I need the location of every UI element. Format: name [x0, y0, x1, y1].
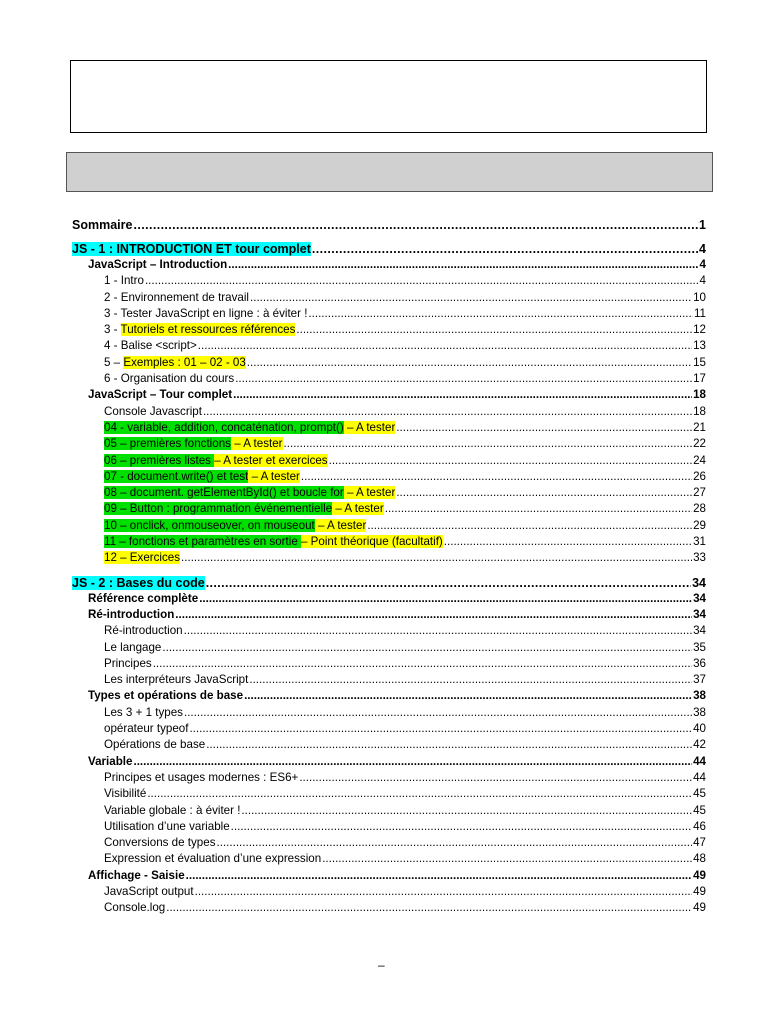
highlighted-text: – A tester et exercices: [214, 453, 328, 467]
toc-entry-tour-4[interactable]: [72, 454, 706, 470]
toc-page-number: 11: [693, 306, 706, 320]
toc-page-number: 48: [693, 852, 706, 866]
toc-entry-title: Ré-introduction: [104, 624, 183, 638]
highlighted-text: – A tester: [248, 469, 300, 483]
toc-page-number: 49: [693, 868, 706, 882]
toc-entry-title: Principes: [104, 656, 152, 670]
toc-entry-js2[interactable]: [72, 576, 706, 592]
dot-leader: [244, 689, 692, 702]
toc-entry-title: Principes et usages modernes : ES6+: [104, 770, 299, 784]
dot-leader: [162, 641, 692, 654]
footer-mark: –: [378, 958, 385, 972]
toc-entry-title: [104, 454, 328, 467]
toc-page-number: 29: [693, 518, 706, 532]
toc-entry-title: [104, 486, 395, 499]
toc-entry-reintro-3[interactable]: [72, 657, 706, 673]
toc-entry-js1[interactable]: [72, 242, 706, 258]
toc-entry-tour-3[interactable]: [72, 437, 706, 453]
toc-page-number: 12: [693, 323, 706, 337]
dot-leader: [385, 502, 692, 515]
dot-leader: [367, 519, 692, 532]
toc-entry-reintro-4[interactable]: [72, 673, 706, 689]
toc-entry-title: JS - 2 : Bases du code: [72, 575, 205, 590]
dot-leader: [145, 274, 699, 287]
toc-page-number: 34: [693, 607, 706, 621]
toc-entry-affichage-1[interactable]: [72, 885, 706, 901]
toc-entry-title: Utilisation d’une variable: [104, 819, 230, 833]
highlighted-text: 09 – Button : programmation événementielle: [104, 502, 333, 516]
dot-leader: [231, 820, 692, 833]
toc-entry-variable[interactable]: [72, 755, 706, 771]
toc-entry-intro-2[interactable]: [72, 291, 706, 307]
toc-entry-title: Variable globale : à éviter !: [104, 803, 241, 817]
toc-entry-intro[interactable]: [72, 258, 706, 274]
toc-page-number: 18: [693, 388, 706, 402]
toc-page-number: 1: [699, 218, 706, 232]
toc-entry-reintro-2[interactable]: [72, 641, 706, 657]
toc-entry-tour-6[interactable]: [72, 486, 706, 502]
dot-leader: [175, 608, 692, 621]
toc-entry-tour-9[interactable]: [72, 535, 706, 551]
toc-entry-types[interactable]: [72, 689, 706, 705]
toc-entry-title: 4 - Balise <script>: [104, 339, 197, 353]
toc-page-number: 45: [693, 803, 706, 817]
toc-entry-variable-5[interactable]: [72, 836, 706, 852]
toc-page-number: 13: [693, 339, 706, 353]
toc-entry-variable-6[interactable]: [72, 852, 706, 868]
toc-page-number: 4: [699, 258, 706, 271]
toc-page-number: 44: [693, 754, 706, 768]
dot-leader: [217, 836, 693, 849]
dot-leader: [133, 755, 692, 768]
dot-leader: [396, 486, 692, 499]
toc-page-number: 21: [693, 420, 706, 434]
highlighted-text: 07 - document.write() et test: [104, 469, 249, 483]
toc-page-number: 49: [693, 901, 706, 915]
toc-entry-tour-5[interactable]: [72, 470, 706, 486]
toc-entry-prefix: 5 –: [104, 355, 124, 369]
toc-entry-title: JavaScript – Tour complet: [88, 388, 233, 402]
toc-page-number: 4: [699, 274, 706, 288]
toc-entry-title: Affichage - Saisie: [88, 868, 185, 882]
toc-entry-tour-7[interactable]: [72, 502, 706, 518]
toc-page-number: 28: [693, 502, 706, 516]
dot-leader: [147, 787, 692, 800]
toc-entry-variable-3[interactable]: [72, 804, 706, 820]
dot-leader: [189, 722, 692, 735]
dot-leader: [228, 258, 698, 271]
dot-leader: [250, 291, 692, 304]
dot-leader: [284, 437, 693, 450]
toc-entry-title: JavaScript – Introduction: [88, 258, 228, 271]
toc-entry-variable-4[interactable]: [72, 820, 706, 836]
document-title-box: [70, 60, 707, 133]
toc-entry-title: Ré-introduction: [88, 607, 175, 621]
toc-entry-title: Les interpréteurs JavaScript: [104, 673, 249, 687]
toc-entry-affichage-2[interactable]: [72, 901, 706, 917]
dot-leader: [195, 885, 693, 898]
dot-leader: [396, 421, 692, 434]
toc-entry-tour-10[interactable]: [72, 551, 706, 567]
toc-entry-title: [104, 437, 283, 450]
toc-page-number: 47: [693, 836, 706, 850]
highlighted-text: – A tester: [343, 420, 396, 434]
dot-leader: [184, 624, 692, 637]
highlighted-text: – A tester: [314, 518, 367, 532]
toc-page-number: 18: [693, 404, 706, 418]
toc-page-number: 46: [693, 819, 706, 833]
toc-entry-title: Sommaire: [72, 218, 133, 232]
dot-leader: [312, 242, 698, 256]
toc-entry-intro-1[interactable]: [72, 274, 706, 290]
toc-entry-title: [104, 323, 295, 336]
toc-entry-title: 3 - Tester JavaScript en ligne : à éviter !: [104, 306, 308, 320]
dot-leader: [329, 454, 692, 467]
toc-entry-intro-4[interactable]: [72, 323, 706, 339]
dot-leader: [181, 551, 692, 564]
highlighted-text: – A tester: [332, 502, 384, 516]
toc-entry-title: Variable: [88, 754, 133, 768]
toc-entry-intro-7[interactable]: [72, 372, 706, 388]
toc-page-number: 15: [693, 355, 706, 369]
document-subtitle-band: [66, 152, 713, 192]
toc-page-number: 24: [693, 453, 706, 467]
toc-entry-intro-5[interactable]: [72, 339, 706, 355]
dot-leader: [301, 470, 692, 483]
dot-leader: [233, 388, 692, 401]
toc-page-number: 40: [693, 722, 706, 736]
toc-entry-types-1[interactable]: [72, 706, 706, 722]
toc-page-number: 37: [693, 673, 706, 687]
toc-entry-tour[interactable]: [72, 388, 706, 404]
toc-entry-title: Conversions de types: [104, 836, 216, 850]
highlighted-text: 08 – document. getElementById() et boucle for: [104, 486, 344, 500]
toc-entry-title: Les 3 + 1 types: [104, 705, 183, 719]
toc-entry-title: 1 - Intro: [104, 274, 144, 288]
dot-leader: [184, 706, 692, 719]
dot-leader: [186, 869, 692, 882]
toc-entry-types-3[interactable]: [72, 738, 706, 754]
highlighted-text: Exemples : 01 – 02 - 03: [123, 355, 246, 369]
toc-entry-affichage[interactable]: [72, 869, 706, 885]
toc-page-number: 10: [693, 290, 706, 304]
dot-leader: [153, 657, 692, 670]
toc-entry-tour-1[interactable]: [72, 405, 706, 421]
toc-page-number: 26: [693, 469, 706, 483]
toc-entry-title: 6 - Organisation du cours: [104, 372, 235, 386]
dot-leader: [249, 673, 692, 686]
toc-entry-title: [104, 535, 443, 548]
dot-leader: [206, 738, 692, 751]
toc-page-number: 34: [693, 624, 706, 638]
toc-entry-title: [104, 421, 395, 434]
highlighted-text: 11 – fonctions et paramètres en sortie: [104, 535, 301, 549]
toc-entry-title: Opérations de base: [104, 738, 206, 752]
toc-entry-variable-1[interactable]: [72, 771, 706, 787]
toc-entry-sommaire[interactable]: [72, 218, 706, 234]
toc-entry-prefix: 3 -: [104, 323, 121, 337]
toc-page-number: 42: [693, 738, 706, 752]
toc-page-number: 36: [693, 656, 706, 670]
dot-leader: [199, 592, 692, 605]
toc-page-number: 35: [693, 640, 706, 654]
highlighted-text: – Point théorique (facultatif): [301, 535, 443, 549]
toc-entry-reintro-1[interactable]: [72, 624, 706, 640]
dot-leader: [322, 852, 692, 865]
toc-entry-title: Console Javascript: [104, 404, 202, 418]
toc-entry-title: 12 – Exercices: [104, 551, 181, 565]
toc-entry-title: JavaScript output: [104, 884, 194, 898]
dot-leader: [299, 771, 692, 784]
dot-leader: [206, 576, 691, 590]
toc-entry-title: [104, 519, 366, 532]
highlighted-text: 04 - variable, addition, concaténation, prompt(): [104, 420, 344, 434]
toc-entry-title: Console.log: [104, 901, 166, 915]
toc-entry-title: [104, 502, 384, 515]
toc-entry-title: Référence complète: [88, 591, 199, 605]
highlighted-text: – A tester: [343, 486, 396, 500]
highlighted-text: Tutoriels et ressources références: [120, 323, 296, 337]
highlighted-text: 05 – premières fonctions: [104, 437, 231, 451]
toc-entry-title: Le langage: [104, 640, 162, 654]
toc-page-number: 49: [693, 884, 706, 898]
table-of-contents: [72, 216, 706, 918]
toc-page-number: 31: [693, 535, 706, 549]
highlighted-text: 10 – onclick, onmouseover, on mouseout: [104, 518, 315, 532]
toc-page-number: 38: [693, 689, 706, 703]
dot-leader: [203, 405, 692, 418]
highlighted-text: 06 – premières listes: [104, 453, 215, 467]
toc-entry-tour-8[interactable]: [72, 519, 706, 535]
toc-page-number: 4: [699, 242, 706, 256]
toc-page-number: 38: [693, 705, 706, 719]
toc-entry-title: JS - 1 : INTRODUCTION ET tour complet: [72, 242, 311, 256]
toc-entry-intro-3[interactable]: [72, 307, 706, 323]
toc-page-number: 17: [693, 372, 706, 386]
dot-leader: [166, 901, 692, 914]
toc-entry-title: 2 - Environnement de travail: [104, 290, 249, 304]
toc-page-number: 27: [693, 486, 706, 500]
toc-entry-reintroduction[interactable]: [72, 608, 706, 624]
toc-page-number: 33: [693, 551, 706, 565]
dot-leader: [235, 372, 692, 385]
highlighted-text: – A tester: [230, 437, 283, 451]
toc-entry-variable-2[interactable]: [72, 787, 706, 803]
toc-entry-reference[interactable]: [72, 592, 706, 608]
toc-entry-title: opérateur typeof: [104, 722, 189, 736]
toc-page-number: 22: [693, 437, 706, 451]
dot-leader: [241, 804, 692, 817]
toc-entry-intro-6[interactable]: [72, 356, 706, 372]
toc-entry-title: [104, 356, 246, 369]
dot-leader: [444, 535, 692, 548]
toc-entry-title: Types et opérations de base: [88, 689, 244, 703]
toc-entry-tour-2[interactable]: [72, 421, 706, 437]
dot-leader: [247, 356, 692, 369]
dot-leader: [296, 323, 692, 336]
toc-page-number: 45: [693, 787, 706, 801]
toc-page-number: 34: [693, 591, 706, 605]
toc-page-number: 44: [693, 770, 706, 784]
toc-entry-title: Visibilité: [104, 787, 147, 801]
toc-entry-title: Expression et évaluation d’une expression: [104, 852, 322, 866]
dot-leader: [133, 218, 698, 232]
dot-leader: [198, 339, 692, 352]
dot-leader: [308, 307, 693, 320]
toc-entry-title: [104, 470, 300, 483]
toc-entry-types-2[interactable]: [72, 722, 706, 738]
toc-page-number: 34: [692, 575, 706, 590]
